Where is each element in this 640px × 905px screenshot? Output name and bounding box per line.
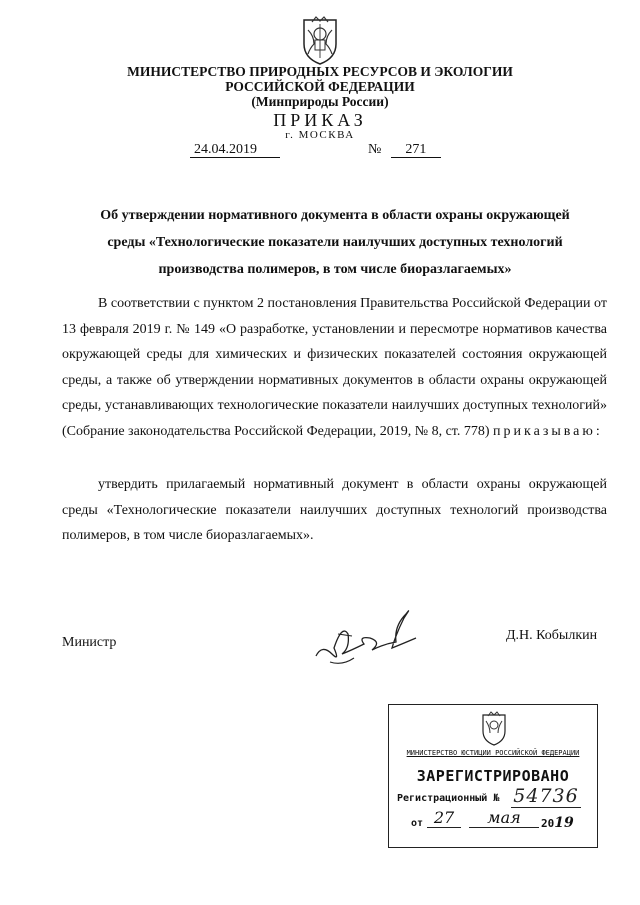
order-number-value: 271	[391, 143, 441, 158]
coat-of-arms-icon	[296, 14, 344, 66]
stamp-reg-number: 54736	[511, 785, 581, 808]
handwritten-signature	[312, 604, 422, 674]
order-title	[70, 202, 600, 283]
document-type: ПРИКАЗ	[273, 110, 367, 130]
order-date-value: 24.04.2019	[190, 143, 280, 158]
order-number	[368, 142, 441, 158]
stamp-year	[541, 815, 574, 831]
stamp-reg-label: Регистрационный №	[397, 793, 500, 804]
city: г. МОСКВА	[285, 129, 355, 141]
ministry-name-line1: МИНИСТЕРСТВО ПРИРОДНЫХ РЕСУРСОВ И ЭКОЛОГИИ	[127, 64, 513, 79]
stamp-year-suffix: 19	[554, 815, 574, 831]
order-title-line3: производства полимеров, в том числе биоразлагаемых»	[158, 262, 512, 277]
registration-stamp	[388, 704, 598, 848]
ministry-name-line2: РОССИЙСКОЙ ФЕДЕРАЦИИ	[225, 79, 415, 94]
order-number-label: №	[368, 142, 382, 157]
signatory-name: Д.Н. Кобылкин	[506, 628, 598, 643]
order-word: приказываю:	[493, 423, 603, 439]
stamp-registered: ЗАРЕГИСТРИРОВАНО	[416, 767, 570, 785]
order-title-line2: среды «Технологические показатели наилучших доступных технологий	[107, 235, 563, 250]
order-title-line1: Об утверждении нормативного документа в области охраны окружающей	[100, 208, 570, 223]
body-paragraph-1	[62, 291, 607, 445]
signatory-position: Министр	[62, 635, 117, 650]
stamp-from-label: от	[411, 818, 424, 829]
stamp-date-day: 27	[427, 808, 461, 828]
stamp-emblem-icon	[477, 711, 511, 747]
ministry-short-name: (Минприроды России)	[251, 94, 389, 109]
body-paragraph-2: утвердить прилагаемый нормативный документ в области охраны окружающей среды «Технологические показатели наилучших доступных технологий производства полимеров, в том числе биоразлагаемых».	[62, 477, 607, 544]
order-date	[190, 142, 280, 158]
body-paragraph-1-text: В соответствии с пунктом 2 постановления Правительства Российской Федерации от 13 февраля 2019 г. № 149 «О разработке, установлении и пересмотре нормативов качества окружающей среды для химических и физических показателей состояния окружающей среды, а также об утверждении нормативных документов в области охраны окружающей среды, устанавливающих технологические показатели наилучших доступных технологий» (Собрание законодательства Российской Федерации, 2019, № 8, ст. 778)	[62, 296, 607, 439]
stamp-ministry: МИНИСТЕРСТВО ЮСТИЦИИ РОССИЙСКОЙ ФЕДЕРАЦИИ	[406, 749, 580, 757]
stamp-year-prefix: 20	[541, 817, 555, 830]
stamp-date-month: мая	[469, 808, 539, 828]
